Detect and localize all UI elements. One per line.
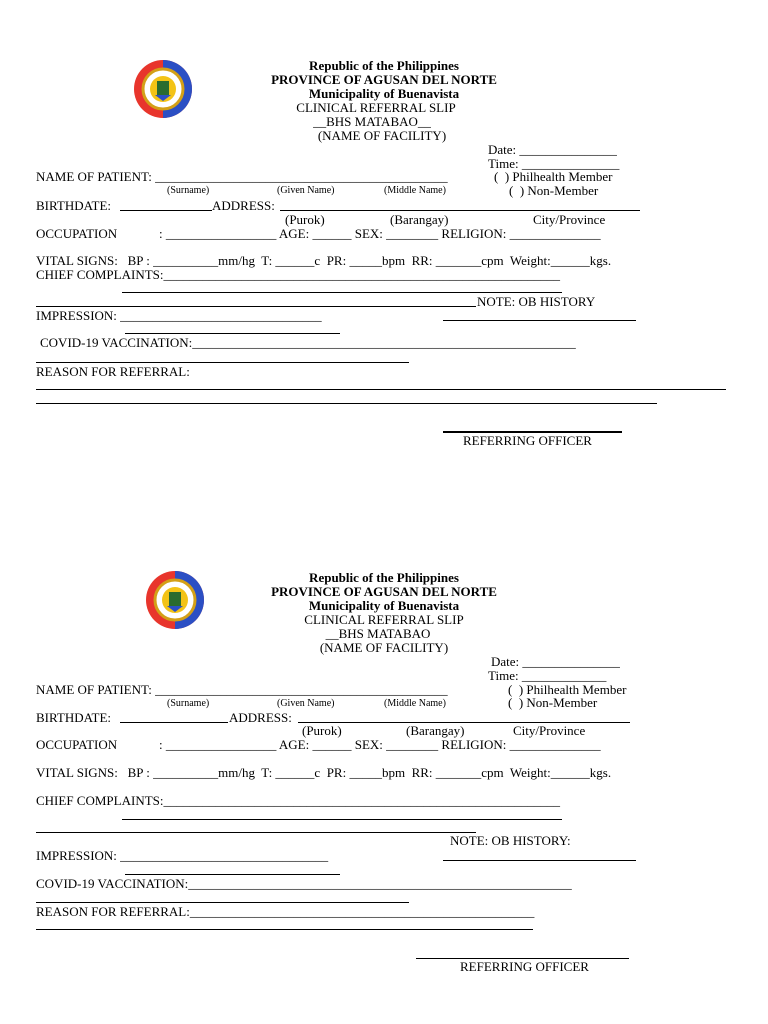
ob-history-note: NOTE: OB HISTORY: [450,833,571,848]
facility-caption: (NAME OF FACILITY) [319,640,449,655]
reason-line-1[interactable] [36,389,726,390]
middle-name-caption: (Middle Name) [384,185,446,196]
philhealth-member-checkbox[interactable]: ( ) Philhealth Member [494,169,613,184]
philhealth-member-checkbox[interactable]: ( ) Philhealth Member [508,682,627,697]
vital-signs-fields[interactable]: VITAL SIGNS: BP : __________mm/hg T: ______c PR: _____bpm RR: _______cpm Weight:______kgs. [36,765,612,780]
republic-heading: Republic of the Philippines [309,58,459,73]
given-name-caption: (Given Name) [277,698,335,709]
reason-line-2[interactable] [36,929,533,930]
province-heading: PROVINCE OF AGUSAN DEL NORTE [271,584,497,599]
municipality-heading: Municipality of Buenavista [308,598,460,613]
surname-caption: (Surname) [167,698,210,709]
occupation-age-sex-religion-fields[interactable]: : _________________ AGE: ______ SEX: ________ RELIGION: ______________ [159,737,601,752]
ob-history-line[interactable] [443,320,636,321]
covid-vaccination-field[interactable]: COVID-19 VACCINATION:___________________________________________________________ [40,335,576,350]
facility-name: __BHS MATABAO__ [313,114,431,129]
address-label: ADDRESS: [212,198,275,213]
reason-for-referral-label: REASON FOR REFERRAL: [36,364,190,379]
impression-line-2[interactable] [125,874,340,875]
covid-vaccination-line-2[interactable] [36,902,409,903]
occupation-age-sex-religion-fields[interactable]: : _________________ AGE: ______ SEX: ________ RELIGION: ______________ [159,226,601,241]
covid-vaccination-field[interactable]: COVID-19 VACCINATION:___________________________________________________________ [36,876,572,891]
reason-for-referral-field[interactable]: REASON FOR REFERRAL:_____________________________________________________ [36,904,535,919]
occupation-label: OCCUPATION [36,737,118,752]
city-caption: City/Province [533,212,606,227]
facility-caption: (NAME OF FACILITY) [317,128,447,143]
covid-vaccination-line-2[interactable] [36,362,409,363]
birthdate-line[interactable] [120,210,212,211]
vital-signs-fields[interactable]: VITAL SIGNS: BP : __________mm/hg T: ______c PR: _____bpm RR: _______cpm Weight:______kgs. [36,253,612,268]
address-line[interactable] [280,210,640,211]
province-heading: PROVINCE OF AGUSAN DEL NORTE [271,72,497,87]
address-label: ADDRESS: [229,710,292,725]
ob-history-line[interactable] [443,860,636,861]
form-title: CLINICAL REFERRAL SLIP [304,612,464,627]
chief-complaints-field[interactable]: CHIEF COMPLAINTS:_____________________________________________________________ [36,793,560,808]
birthdate-label: BIRTHDATE: [36,198,112,213]
occupation-label: OCCUPATION [36,226,118,241]
chief-complaints-field[interactable]: CHIEF COMPLAINTS:_____________________________________________________________ [36,267,560,282]
non-member-checkbox[interactable]: ( ) Non-Member [508,695,598,710]
surname-caption: (Surname) [167,185,210,196]
barangay-caption: (Barangay) [406,723,465,738]
non-member-checkbox[interactable]: ( ) Non-Member [509,183,599,198]
patient-name-field[interactable]: NAME OF PATIENT: _____________________________________________ [36,682,448,697]
chief-complaints-line-2[interactable] [122,819,562,820]
municipal-seal-icon [145,570,205,630]
ob-history-note: NOTE: OB HISTORY [477,294,596,309]
city-caption: City/Province [513,723,586,738]
given-name-caption: (Given Name) [277,185,335,196]
barangay-caption: (Barangay) [390,212,449,227]
date-field[interactable]: Date: _______________ [491,654,620,669]
chief-complaints-line-2[interactable] [122,292,562,293]
impression-field[interactable]: IMPRESSION: _______________________________ [36,308,322,323]
birthdate-line[interactable] [120,722,228,723]
birthdate-label: BIRTHDATE: [36,710,112,725]
time-field[interactable]: Time: _____________ [488,668,607,683]
impression-field[interactable]: IMPRESSION: ________________________________ [36,848,329,863]
chief-complaints-line-3[interactable] [36,306,476,307]
republic-heading: Republic of the Philippines [309,570,459,585]
patient-name-field[interactable]: NAME OF PATIENT: _____________________________________________ [36,169,448,184]
referring-officer-label: REFERRING OFFICER [463,433,592,448]
municipality-heading: Municipality of Buenavista [308,86,460,101]
purok-caption: (Purok) [285,212,325,227]
referral-slip-bottom [0,512,768,1024]
form-title: CLINICAL REFERRAL SLIP [296,100,456,115]
time-field[interactable]: Time: _______________ [488,156,620,171]
referring-officer-label: REFERRING OFFICER [460,959,589,974]
facility-name: __BHS MATABAO [325,626,431,641]
municipal-seal-icon [133,59,193,119]
reason-line-2[interactable] [36,403,657,404]
purok-caption: (Purok) [302,723,342,738]
date-field[interactable]: Date: _______________ [488,142,617,157]
middle-name-caption: (Middle Name) [384,698,446,709]
chief-complaints-line-3[interactable] [36,832,476,833]
impression-line-2[interactable] [125,333,340,334]
